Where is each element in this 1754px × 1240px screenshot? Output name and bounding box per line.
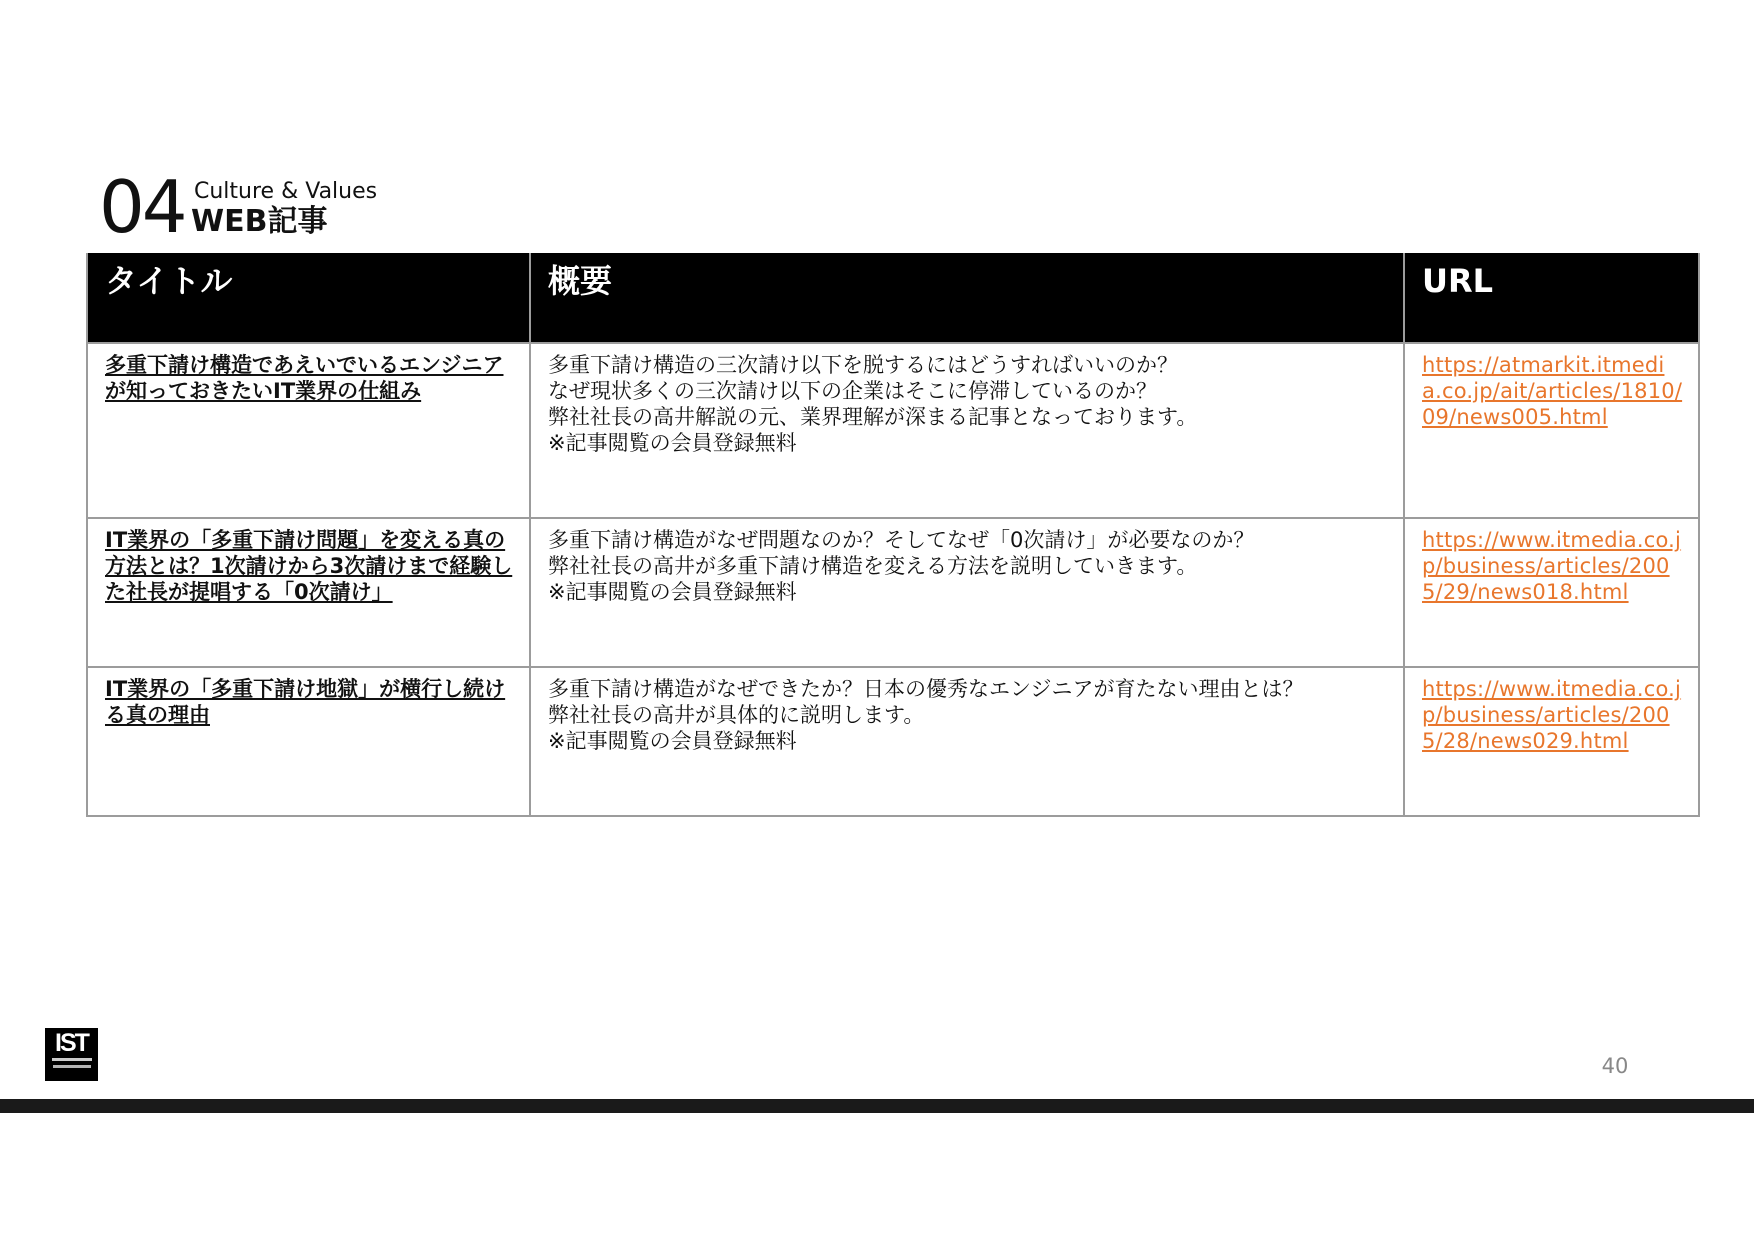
article-title-cell [87, 518, 530, 667]
table-row [87, 518, 1699, 667]
summary-line: 弊社社長の高井解説の元、業界理解が深まる記事となっております。 [548, 405, 1198, 429]
column-header-url: URL [1404, 253, 1699, 343]
article-url-cell [1404, 343, 1699, 518]
article-title-link[interactable]: 多重下請け構造であえいでいるエンジニアが知っておきたいIT業界の仕組み [105, 353, 504, 403]
summary-line: 多重下請け構造がなぜ問題なのか？そしてなぜ「0次請け」が必要なのか？ [548, 528, 1255, 552]
summary-line: 弊社社長の高井が多重下請け構造を変える方法を説明していきます。 [548, 554, 1198, 578]
article-url-cell [1404, 667, 1699, 816]
article-summary-cell [530, 343, 1404, 518]
article-summary-cell [530, 518, 1404, 667]
table-row [87, 343, 1699, 518]
footer-bar [0, 1099, 1754, 1113]
summary-line: 多重下請け構造がなぜできたか？日本の優秀なエンジニアが育たない理由とは？ [548, 677, 1304, 701]
logo-text: IST [55, 1029, 88, 1057]
summary-line: ※記事閲覧の会員登録無料 [548, 580, 797, 604]
company-logo [45, 1028, 98, 1081]
article-url-cell [1404, 518, 1699, 667]
summary-line: 多重下請け構造の三次請け以下を脱するにはどうすればいいのか？ [548, 353, 1178, 377]
page-number: 40 [1601, 1054, 1629, 1078]
summary-line: なぜ現状多くの三次請け以下の企業はそこに停滞しているのか？ [548, 379, 1157, 403]
summary-line: 弊社社長の高井が具体的に説明します。 [548, 703, 925, 727]
summary-line: ※記事閲覧の会員登録無料 [548, 431, 797, 455]
section-title: WEB記事 [191, 204, 328, 239]
summary-line: ※記事閲覧の会員登録無料 [548, 729, 797, 753]
article-url-link[interactable]: https://atmarkit.itmedia.co.jp/ait/articles/1810/09/news005.html [1422, 353, 1683, 429]
column-header-title: タイトル [87, 253, 530, 343]
article-title-link[interactable]: IT業界の「多重下請け地獄」が横行し続ける真の理由 [105, 677, 506, 727]
articles-table [86, 253, 1700, 817]
column-header-summary: 概要 [530, 253, 1404, 343]
article-title-cell [87, 667, 530, 816]
logo-subline [53, 1065, 91, 1068]
logo-subline [52, 1058, 92, 1061]
article-summary-cell [530, 667, 1404, 816]
article-title-cell [87, 343, 530, 518]
table-row [87, 667, 1699, 816]
section-number: 04 [99, 165, 185, 249]
table-header-row [87, 253, 1699, 343]
section-eyebrow: Culture & Values [194, 179, 378, 204]
article-url-link[interactable]: https://www.itmedia.co.jp/business/articles/2005/28/news029.html [1422, 677, 1682, 753]
article-url-link[interactable]: https://www.itmedia.co.jp/business/articles/2005/29/news018.html [1422, 528, 1682, 604]
article-title-link[interactable]: IT業界の「多重下請け問題」を変える真の方法とは？1次請けから3次請けまで経験した社長が提唱する「0次請け」 [105, 528, 513, 604]
